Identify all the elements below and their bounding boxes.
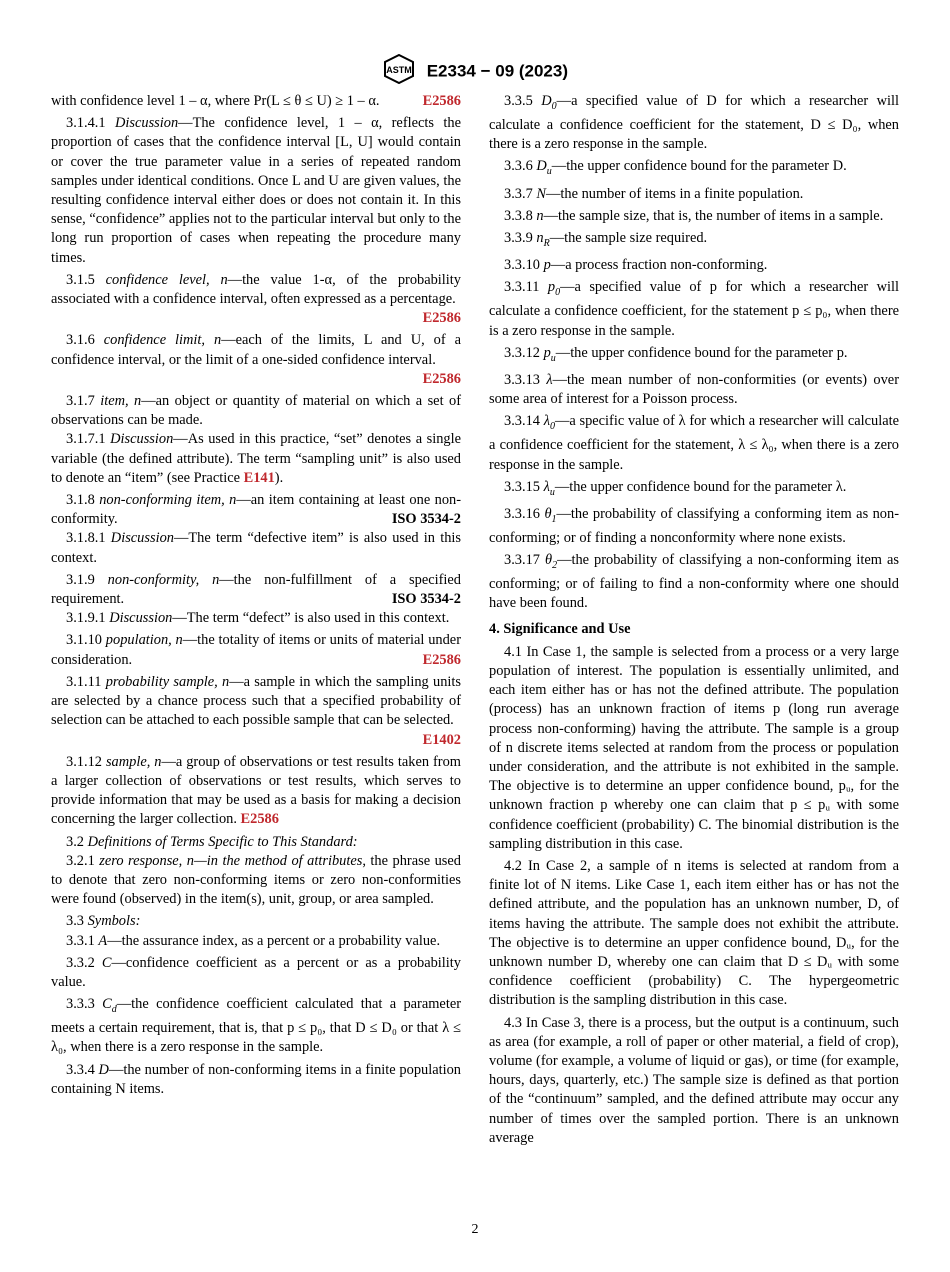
paragraph-3-1-7: 3.1.7 item, n—an object or quantity of material on which a set of observations can be made. — [51, 393, 461, 429]
ref-e2586[interactable]: E2586 — [422, 93, 461, 109]
paragraph-3-1-11: 3.1.11 probability sample, n—a sample in which the sampling units are selected by a chance process such that a specified probability of selection can be attached to each possible sample that can be selected. E1402 — [51, 673, 461, 750]
paragraph-3-3-15: 3.3.15 $\lambda_u—the$ upper confidence bound for the parameter λ. — [504, 478, 847, 498]
document-designation: E2334 − 09 (2023) — [426, 61, 569, 81]
ref-e2586[interactable]: E2586 — [422, 370, 461, 387]
paragraph-3-3-1: 3.3.1 A—the assurance index, as a percent or a probability value. — [66, 932, 441, 949]
astm-logo-icon — [382, 54, 416, 89]
paragraph-3-3-5: 3.3.5 $D_0—a$ specified value of D for which a researcher will calculate a confidence coefficient for the statement, D ≤ D₀, when there is a zero response in the sample. — [489, 93, 899, 153]
paragraph-3-3-14: 3.3.14 $\lambda_0—a$ specific value of λ for which a researcher will calculate a confidence coefficient for the statement, λ ≤ λ₀, when there is a zero response in the sample. — [489, 413, 899, 473]
paragraph-3-1-9: 3.1.9 non-conformity, n—the non-fulfillment of a specified requirement. ISO 3534-2 — [51, 571, 461, 609]
paragraph-3-3-10: 3.3.10 p—a process fraction non-conforming. — [504, 257, 768, 274]
paragraph-3-3-11: 3.3.11 $p_0—a$ specified value of p for which a researcher will calculate a confidence coefficient, for the statement p ≤ p₀, when there is a zero response in the sample. — [489, 279, 899, 339]
paragraph-3-3-3: 3.3.3 $C_d—the$ confidence coefficient calculated that a parameter meets a certain requirement, that is, that p ≤ p₀, that D ≤ D₀ or that λ ≤ λ₀, when there is a zero response in the sample. — [51, 996, 461, 1056]
section-heading-significance: 4. Significance and Use — [489, 620, 631, 637]
right-column — [489, 92, 899, 1151]
page-header — [0, 54, 950, 89]
astm-logo-letters: ASTM — [386, 65, 412, 75]
paragraph-4-2: 4.2 In Case 2, a sample of n items is selected at random from a finite lot of N items. Like Case 1, each item either has or has not the defined attribute, and the population has an unknown number, D, of items having the attribute. The sample does not exhibit the attribute. The objective is to determine an upper confidence bound, Dᵤ, for the unknown number D, whereby one can claim that D ≤ Dᵤ with some confidence coefficient (probability) C. The hypergeometric distribution is the sampling distribution in this case. — [489, 857, 899, 1009]
left-column — [51, 92, 461, 1102]
ref-iso-3534-2: ISO 3534-2 — [391, 591, 461, 608]
paragraph-3-2: 3.2 Definitions of Terms Specific to This Standard: — [66, 833, 358, 850]
paragraph-4-1: 4.1 In Case 1, the sample is selected from a process or a very large population of interest. The population is essentially unlimited, and each item either has or has not the defined attribute. The population (process) has an unknown fraction of items p (long run average process non-conforming) having the attribute. The sample is a group of n discrete items selected at random from the process or population under consideration, and the attribute is not exhibited in the sample. The objective is to determine an upper confidence bound, pᵤ, for the unknown fraction p whereby one can claim that p ≤ pᵤ with some confidence coefficient (probability) C. The binomial distribution is the sampling distribution in this case. — [489, 643, 899, 852]
paragraph-3-1-8-1: 3.1.8.1 Discussion—The term “defective item” is also used in this context. — [51, 530, 461, 566]
paragraph-3-3-6: 3.3.6 $D_u—the$ upper confidence bound for the parameter D. — [504, 158, 847, 178]
ref-e141[interactable]: E141 — [243, 469, 275, 486]
paragraph-3-1-5: 3.1.5 confidence level, n—the value 1-α, of the probability associated with a confidence interval, often expressed as a percentage. E2586 — [51, 271, 461, 329]
paragraph-3-2-1: 3.2.1 zero response, n—in the method of attributes, the phrase used to denote that zero non-conforming items or zero non-conformities were found (observed) in the item(s), unit, group, or area sampled. — [51, 852, 461, 908]
ref-iso-3534-2: ISO 3534-2 — [391, 511, 461, 528]
paragraph-3-1-9-1: 3.1.9.1 Discussion—The term “defect” is also used in this context. — [66, 610, 450, 627]
paragraph-3-3: 3.3 Symbols: — [66, 913, 141, 930]
paragraph-3-3-16: 3.3.16 $\theta_1—the$ probability of classifying a conforming item as non-conforming; or of finding a nonconformity where none exists. — [489, 505, 899, 546]
ref-e2586[interactable]: E2586 — [240, 811, 279, 828]
paragraph-3-1-12: 3.1.12 sample, n—a group of observations or test results taken from a larger collection of observations or test results, which serves to provide information that may be used as a basis for making a decision concerning the larger collection. E2586 — [51, 753, 461, 828]
paragraph-3-1-8: 3.1.8 non-conforming item, n—an item containing at least one non-conformity. ISO 3534-2 — [51, 491, 461, 529]
paragraph-3-3-8: 3.3.8 n—the sample size, that is, the number of items in a sample. — [504, 207, 884, 224]
paragraph-3-1-4-end: with confidence level 1 – α, where Pr(L ≤ θ ≤ U) ≥ 1 – α. E2586 — [51, 92, 461, 111]
ref-e2586[interactable]: E2586 — [422, 310, 461, 327]
page-number: 2 — [471, 1222, 479, 1237]
paragraph-3-1-6: 3.1.6 confidence limit, n—each of the limits, L and U, of a confidence interval, or the limit of a one-sided confidence interval. E2586 — [51, 331, 461, 389]
paragraph-3-3-9: 3.3.9 $n_R—the$ sample size required. — [504, 229, 708, 249]
ref-e1402[interactable]: E1402 — [422, 731, 461, 748]
paragraph-4-3: 4.3 In Case 3, there is a process, but the output is a continuum, such as area (for example, a roll of paper or other material, a field of crop), volume (for example, a volume of liquid or gas), or time (for example, hours, days, quarterly, etc.) The sample size is defined as that portion of the “continuum” sampled, and the defined attribute may occur any number of times over the sampled portion. There is an unknown average — [489, 1014, 899, 1146]
paragraph-3-1-4-1: 3.1.4.1 Discussion—The confidence level, 1 – α, reflects the proportion of cases that the confidence interval [L, U] would contain or cover the true parameter value in a series of repeated random samples under identical conditions. Once L and U are given values, the resulting confidence interval either does or does not contain it. In this sense, “confidence” applies not to the particular interval but only to the long run proportion of cases when repeating the procedure many times. — [51, 115, 461, 266]
paragraph-3-3-13: 3.3.13 λ—the mean number of non-conformities (or events) over some area of interest for a Poisson process. — [489, 371, 899, 408]
paragraph-3-1-7-1: 3.1.7.1 Discussion—As used in this practice, “set” denotes a single variable (the defined attribute). The term “sampling unit” is also used to denote an “item” (see Practice E141). — [51, 431, 461, 486]
paragraph-3-1-10: 3.1.10 population, n—the totality of items or units of material under consideration. E2586 — [51, 631, 461, 669]
paragraph-3-3-12: 3.3.12 $p_u—the$ upper confidence bound for the parameter p. — [504, 344, 848, 364]
paragraph-3-3-7: 3.3.7 N—the number of items in a finite population. — [504, 185, 804, 202]
paragraph-3-3-2: 3.3.2 C—confidence coefficient as a percent or as a probability value. — [51, 954, 461, 990]
ref-e2586[interactable]: E2586 — [422, 651, 461, 668]
paragraph-3-3-17: 3.3.17 $\theta_2—the$ probability of classifying a non-conforming item as conforming; or of failing to find a non-conformity where one should have been found. — [489, 552, 899, 612]
paragraph-3-3-4: 3.3.4 D—the number of non-conforming items in a finite population containing N items. — [51, 1061, 461, 1097]
